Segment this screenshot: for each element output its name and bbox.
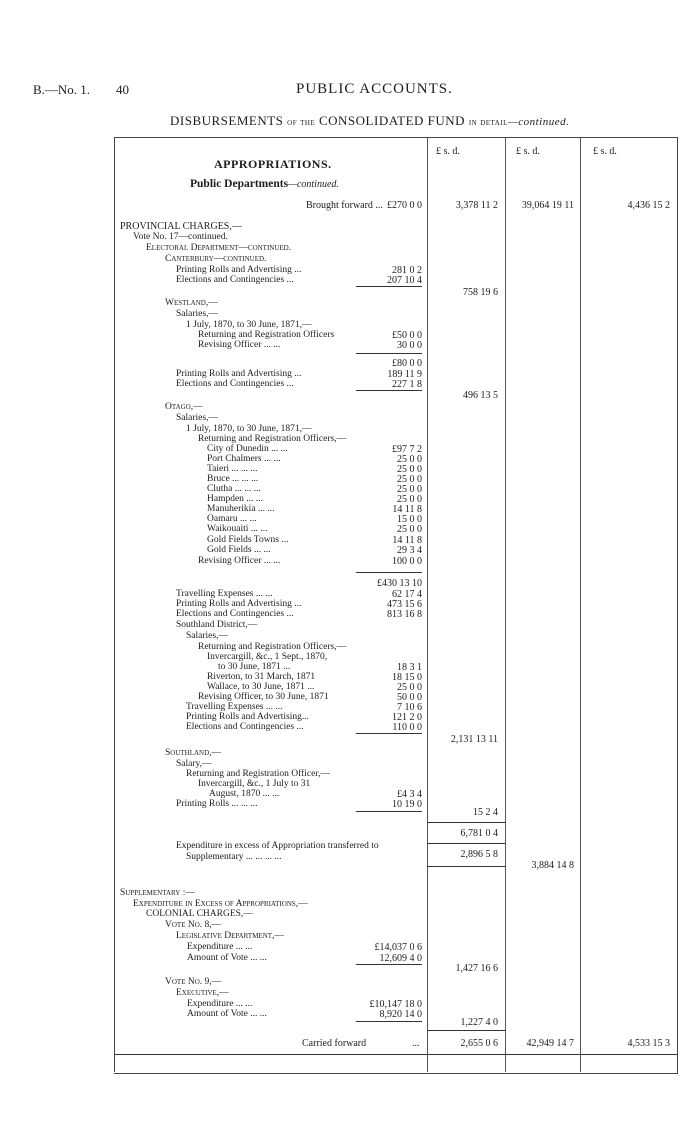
ledger-text-line: Amount of Vote ... ... (187, 1009, 267, 1019)
appropriations-heading: APPROPRIATIONS. (214, 157, 332, 171)
col-a-amount: 30 0 0 (397, 340, 422, 351)
ledger-text-line: Salaries,— (186, 631, 228, 641)
ledger-text-line: Otago,— (165, 402, 203, 412)
ledger-text-line: Manuherikia ... ... (207, 504, 275, 514)
col-b-amount: 758 19 6 (463, 287, 498, 298)
column-header-3: £ s. d. (593, 146, 617, 157)
ledger-text-line: Port Chalmers ... ... (207, 454, 281, 464)
rule (427, 822, 505, 823)
brought-forward-c: 39,064 19 11 (521, 200, 574, 211)
page-number: 40 (116, 82, 129, 97)
column-divider-2 (505, 137, 506, 1072)
ledger-text-line: Printing Rolls and Advertising ... (176, 369, 302, 379)
ledger-text-line: Southland,— (165, 748, 222, 758)
col-a-amount: 14 11 8 (392, 504, 422, 515)
section-title-e: —continued. (507, 116, 570, 128)
column-header-1: £ s. d. (436, 146, 460, 157)
col-a-amount: 110 0 0 (392, 722, 422, 733)
ledger-text-line: Elections and Contingencies ... (176, 379, 294, 389)
rule (427, 843, 505, 844)
ledger-text-line: Bruce ... ... ... (207, 474, 259, 484)
table-left-border (114, 137, 115, 1072)
col-a-amount: 25 0 0 (397, 484, 422, 495)
ledger-text-line: Revising Officer, to 30 June, 1871 (198, 692, 329, 702)
col-b-amount: 496 13 5 (463, 390, 498, 401)
col-b-amount: 6,781 0 4 (460, 828, 498, 839)
ledger-text-line: Riverton, to 31 March, 1871 (207, 672, 316, 682)
ledger-text-line: Gold Fields ... ... (207, 545, 271, 555)
col-a-amount: 473 15 6 (387, 599, 422, 610)
ledger-text-line: Gold Fields Towns ... (207, 535, 289, 545)
col-a-amount: 100 0 0 (392, 556, 422, 567)
ledger-text-line: Invercargill, &c., 1 July to 31 (198, 779, 311, 789)
ledger-text-line: Hampden ... ... (207, 494, 263, 504)
col-a-amount: £80 0 0 (392, 358, 422, 369)
col-c-amount: 3,884 14 8 (531, 860, 574, 871)
ledger-text-line: Expenditure in excess of Appropriation transferred to (176, 841, 379, 851)
ledger-text-line: August, 1870 ... ... (209, 789, 280, 799)
ledger-text-line: Returning and Registration Officers (198, 330, 335, 340)
ledger-text-line: Supplementary :— (120, 888, 195, 898)
ledger-text-line: Executive,— (176, 988, 229, 998)
ledger-text-line: Taieri ... ... ... (207, 464, 258, 474)
section-title (170, 113, 569, 129)
ledger-text-line: Electoral Department—continued. (146, 243, 292, 253)
ledger-text-line: Printing Rolls and Advertising ... (176, 599, 302, 609)
col-d-amount: 4,533 15 3 (627, 1038, 670, 1049)
rule (356, 390, 422, 391)
rule (356, 286, 422, 287)
col-a-amount: 813 16 8 (387, 609, 422, 620)
ledger-text-line: Waikouaiti ... ... (207, 524, 268, 534)
public-departments-heading (190, 178, 339, 190)
ledger-text-line: Vote No. 17—continued. (133, 232, 228, 242)
col-a-amount: £4 3 4 (397, 789, 422, 800)
rule (356, 353, 422, 354)
rule (356, 811, 422, 812)
col-a-amount: 227 1 8 (392, 379, 422, 390)
ledger-text-line: 1 July, 1870, to 30 June, 1871,— (186, 320, 312, 330)
ledger-text-line: to 30 June, 1871 ... (218, 662, 291, 672)
ledger-text-line: Canterbury—continued. (165, 254, 267, 264)
col-a-amount: 25 0 0 (397, 464, 422, 475)
col-a-amount: 15 0 0 (397, 514, 422, 525)
col-b-amount: 2,131 13 11 (450, 734, 498, 745)
col-a-amount: 25 0 0 (397, 454, 422, 465)
col-a-amount: 121 2 0 (392, 712, 422, 723)
col-a-amount: 10 19 0 (392, 799, 422, 810)
ledger-text-line: Revising Officer ... ... (198, 556, 281, 566)
col-a-amount: 14 11 8 (392, 535, 422, 546)
ledger-text-line: Expenditure ... ... (187, 999, 253, 1009)
column-divider-1 (427, 137, 428, 1072)
ledger-text-line: Clutha ... ... ... (207, 484, 261, 494)
section-title-d: in detail (468, 117, 508, 128)
ledger-text-line: Vote No. 9,— (165, 977, 222, 987)
ledger-text-line: Amount of Vote ... ... (187, 953, 267, 963)
brought-forward-label: Brought forward ... (306, 200, 383, 211)
col-a-amount: £97 7 2 (392, 444, 422, 455)
section-title-b: of the (287, 117, 316, 128)
ledger-text-line: City of Dunedin ... ... (207, 444, 288, 454)
ledger-text-line: Elections and Contingencies ... (176, 275, 294, 285)
col-a-amount: £14,037 0 6 (374, 942, 422, 953)
ledger-text-line: Southland District,— (176, 620, 258, 630)
ledger-text-line: Wallace, to 30 June, 1871 ... (207, 682, 315, 692)
col-a-amount: 281 0 2 (392, 265, 422, 276)
rule (115, 1054, 677, 1055)
col-a-amount: 8,920 14 0 (379, 1009, 422, 1020)
ledger-text-line: PROVINCIAL CHARGES,— (120, 221, 242, 232)
ledger-text-line: 1 July, 1870, to 30 June, 1871,— (186, 424, 312, 434)
col-a-amount: 25 0 0 (397, 494, 422, 505)
brought-forward-a: £270 0 0 (387, 200, 422, 211)
col-a-amount: 62 17 4 (392, 589, 422, 600)
ledger-text-line: Salaries,— (176, 413, 218, 423)
public-departments-continued: —continued. (288, 179, 339, 190)
col-b-amount: 2,896 5 8 (460, 849, 498, 860)
col-b-amount: 1,227 4 0 (460, 1017, 498, 1028)
col-a-amount: 18 15 0 (392, 672, 422, 683)
col-a-amount: 25 0 0 (397, 474, 422, 485)
document-reference: B.—No. 1. (33, 82, 91, 97)
ledger-text-line: Travelling Expenses ... ... (186, 702, 283, 712)
ledger-text-line: Elections and Contingencies ... (176, 609, 294, 619)
ledger-text-line: Printing Rolls and Advertising ... (176, 265, 302, 275)
ledger-text-line: Travelling Expenses ... ... (176, 589, 273, 599)
ledger-text-line: Elections and Contingencies ... (186, 722, 304, 732)
col-a-amount: 7 10 6 (397, 702, 422, 713)
ledger-text-line: Vote No. 8,— (165, 920, 222, 930)
rule (356, 572, 422, 573)
col-a-amount: £430 13 10 (377, 578, 422, 589)
ledger-text-line: Returning and Registration Officers,— (198, 434, 347, 444)
col-a-amount: 207 10 4 (387, 275, 422, 286)
col-a-amount: 18 3 1 (397, 662, 422, 673)
column-divider-3 (580, 137, 581, 1072)
ledger-text-line: Printing Rolls and Advertising... (186, 712, 309, 722)
section-title-a: DISBURSEMENTS (170, 113, 284, 128)
ledger-text-line: Invercargill, &c., 1 Sept., 1870, (207, 652, 328, 662)
ledger-text-line: Returning and Registration Officers,— (198, 642, 347, 652)
ledger-text-line: Westland,— (165, 298, 218, 308)
brought-forward-b: 3,378 11 2 (455, 200, 498, 211)
col-a-amount: £50 0 0 (392, 330, 422, 341)
ledger-text-line: Salaries,— (176, 309, 218, 319)
ledger-text-line: Printing Rolls ... ... ... (176, 799, 258, 809)
ledger-text-line: Expenditure ... ... (187, 942, 253, 952)
col-b-amount: 1,427 16 6 (455, 963, 498, 974)
public-departments-label: Public Departments (190, 178, 289, 190)
ledger-text-line: Returning and Registration Officer,— (186, 769, 331, 779)
rule (356, 1021, 422, 1022)
col-a-amount: 189 11 9 (387, 369, 422, 380)
brought-forward-d: 4,436 15 2 (627, 200, 670, 211)
col-b-amount: 2,655 0 6 (460, 1038, 498, 1049)
column-header-2: £ s. d. (516, 146, 540, 157)
col-a-amount: £10,147 18 0 (369, 999, 422, 1010)
ledger-text-line: Oamaru ... ... (207, 514, 257, 524)
page-title: PUBLIC ACCOUNTS. (296, 81, 453, 97)
section-title-c: CONSOLIDATED FUND (318, 113, 466, 128)
rule (427, 1030, 505, 1031)
col-a-amount: 25 0 0 (397, 524, 422, 535)
ledger-text-line: ... (412, 1038, 420, 1049)
col-c-amount: 42,949 14 7 (526, 1038, 574, 1049)
col-a-amount: 50 0 0 (397, 692, 422, 703)
ledger-text-line: Expenditure in Excess of Appropriations,— (133, 899, 308, 909)
col-a-amount: 29 3 4 (397, 545, 422, 556)
ledger-text-line: Legislative Department,— (176, 931, 284, 941)
rule (427, 866, 505, 867)
ledger-text-line: Carried forward (302, 1038, 367, 1049)
ledger-text-line: Revising Officer ... ... (198, 340, 281, 350)
ledger-text-line: Supplementary ... ... ... ... (186, 852, 282, 862)
ledger-text-line: COLONIAL CHARGES,— (146, 909, 253, 919)
ledger-text-line: Salary,— (176, 759, 212, 769)
rule (356, 964, 422, 965)
rule (356, 733, 422, 734)
col-a-amount: 25 0 0 (397, 682, 422, 693)
col-a-amount: 12,609 4 0 (379, 953, 422, 964)
col-b-amount: 15 2 4 (473, 807, 498, 818)
